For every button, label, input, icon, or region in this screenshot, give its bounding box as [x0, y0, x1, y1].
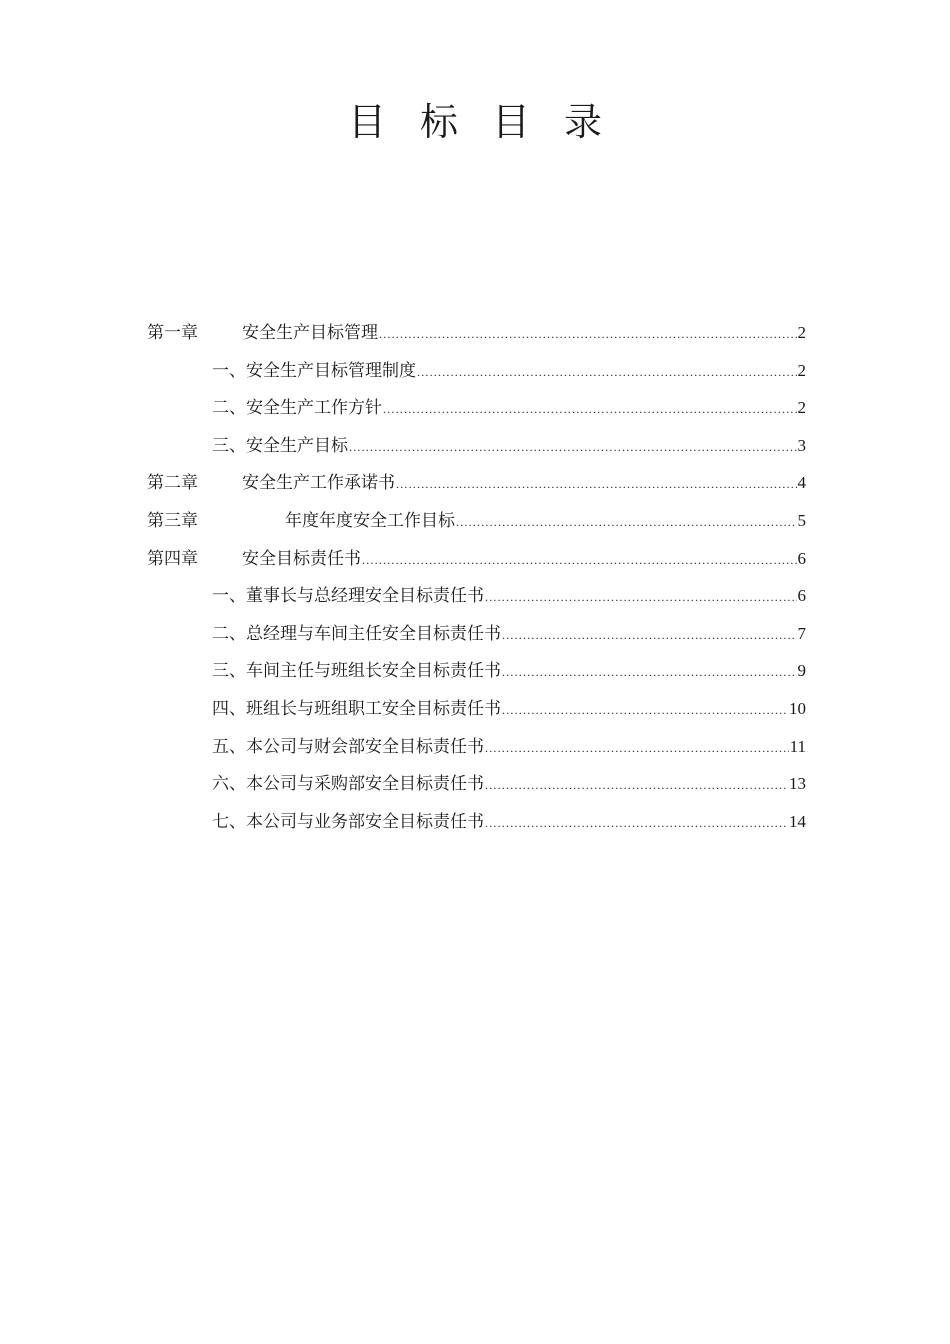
toc-section-row[interactable] [147, 690, 806, 728]
page-number: 2 [797, 398, 806, 418]
page-title [0, 96, 950, 148]
dot-leader [485, 730, 789, 768]
entry-title: 三、安全生产目标 [212, 435, 348, 456]
page-number: 6 [797, 548, 806, 568]
page-number: 7 [797, 623, 806, 643]
table-of-contents [147, 314, 806, 840]
toc-section-row[interactable] [147, 577, 806, 615]
page-number: 3 [797, 435, 806, 455]
title-char: 目 [347, 100, 386, 144]
chapter-number: 第三章 [147, 510, 198, 531]
entry-title: 二、安全生产工作方针 [212, 398, 382, 419]
page-number: 2 [797, 323, 806, 342]
entry-title: 一、安全生产目标管理制度 [212, 360, 416, 381]
dot-leader [485, 767, 788, 805]
toc-section-row[interactable] [147, 389, 806, 427]
entry-title: 安全生产目标管理 [242, 323, 378, 343]
page-number: 5 [797, 510, 806, 530]
toc-section-row[interactable] [147, 803, 806, 841]
dot-leader [383, 391, 797, 429]
toc-section-row[interactable] [147, 728, 806, 766]
toc-section-row[interactable] [147, 427, 806, 465]
toc-chapter-row[interactable] [147, 314, 806, 352]
toc-section-row[interactable] [147, 615, 806, 653]
dot-leader [502, 617, 797, 655]
chapter-number: 第一章 [147, 323, 198, 343]
dot-leader [362, 542, 797, 580]
dot-leader [502, 692, 788, 730]
toc-chapter-row[interactable] [147, 502, 806, 540]
entry-title: 二、总经理与车间主任安全目标责任书 [212, 623, 501, 644]
page-number: 10 [789, 698, 806, 718]
toc-section-row[interactable] [147, 652, 806, 690]
dot-leader [396, 466, 797, 504]
entry-title: 五、本公司与财会部安全目标责任书 [212, 736, 484, 757]
toc-section-row[interactable] [147, 765, 806, 803]
toc-chapter-row[interactable] [147, 540, 806, 578]
page-number: 9 [797, 661, 806, 681]
entry-title: 七、本公司与业务部安全目标责任书 [212, 811, 484, 832]
dot-leader [417, 354, 797, 392]
title-char: 目 [492, 100, 531, 144]
title-char: 录 [564, 100, 603, 144]
toc-chapter-row[interactable] [147, 464, 806, 502]
page-number: 14 [789, 811, 806, 831]
entry-title: 安全生产工作承诺书 [242, 473, 395, 494]
entry-title: 四、班组长与班组职工安全目标责任书 [212, 698, 501, 719]
title-char: 标 [419, 100, 458, 144]
entry-title: 安全目标责任书 [242, 548, 361, 569]
entry-title: 一、董事长与总经理安全目标责任书 [212, 586, 484, 607]
dot-leader [379, 316, 797, 354]
entry-title: 年度年度安全工作目标 [285, 510, 455, 531]
chapter-number: 第四章 [147, 548, 198, 569]
page-number: 6 [797, 586, 806, 606]
dot-leader [349, 429, 797, 467]
dot-leader [485, 579, 797, 617]
dot-leader [485, 805, 788, 843]
dot-leader [502, 654, 797, 692]
toc-section-row[interactable] [147, 352, 806, 390]
dot-leader [456, 504, 797, 542]
entry-title: 六、本公司与采购部安全目标责任书 [212, 774, 484, 795]
chapter-number: 第二章 [147, 473, 198, 494]
page-number: 4 [797, 473, 806, 493]
page-number: 13 [789, 774, 806, 794]
page-number: 11 [789, 736, 806, 756]
entry-title: 三、车间主任与班组长安全目标责任书 [212, 661, 501, 682]
page-number: 2 [797, 360, 806, 380]
